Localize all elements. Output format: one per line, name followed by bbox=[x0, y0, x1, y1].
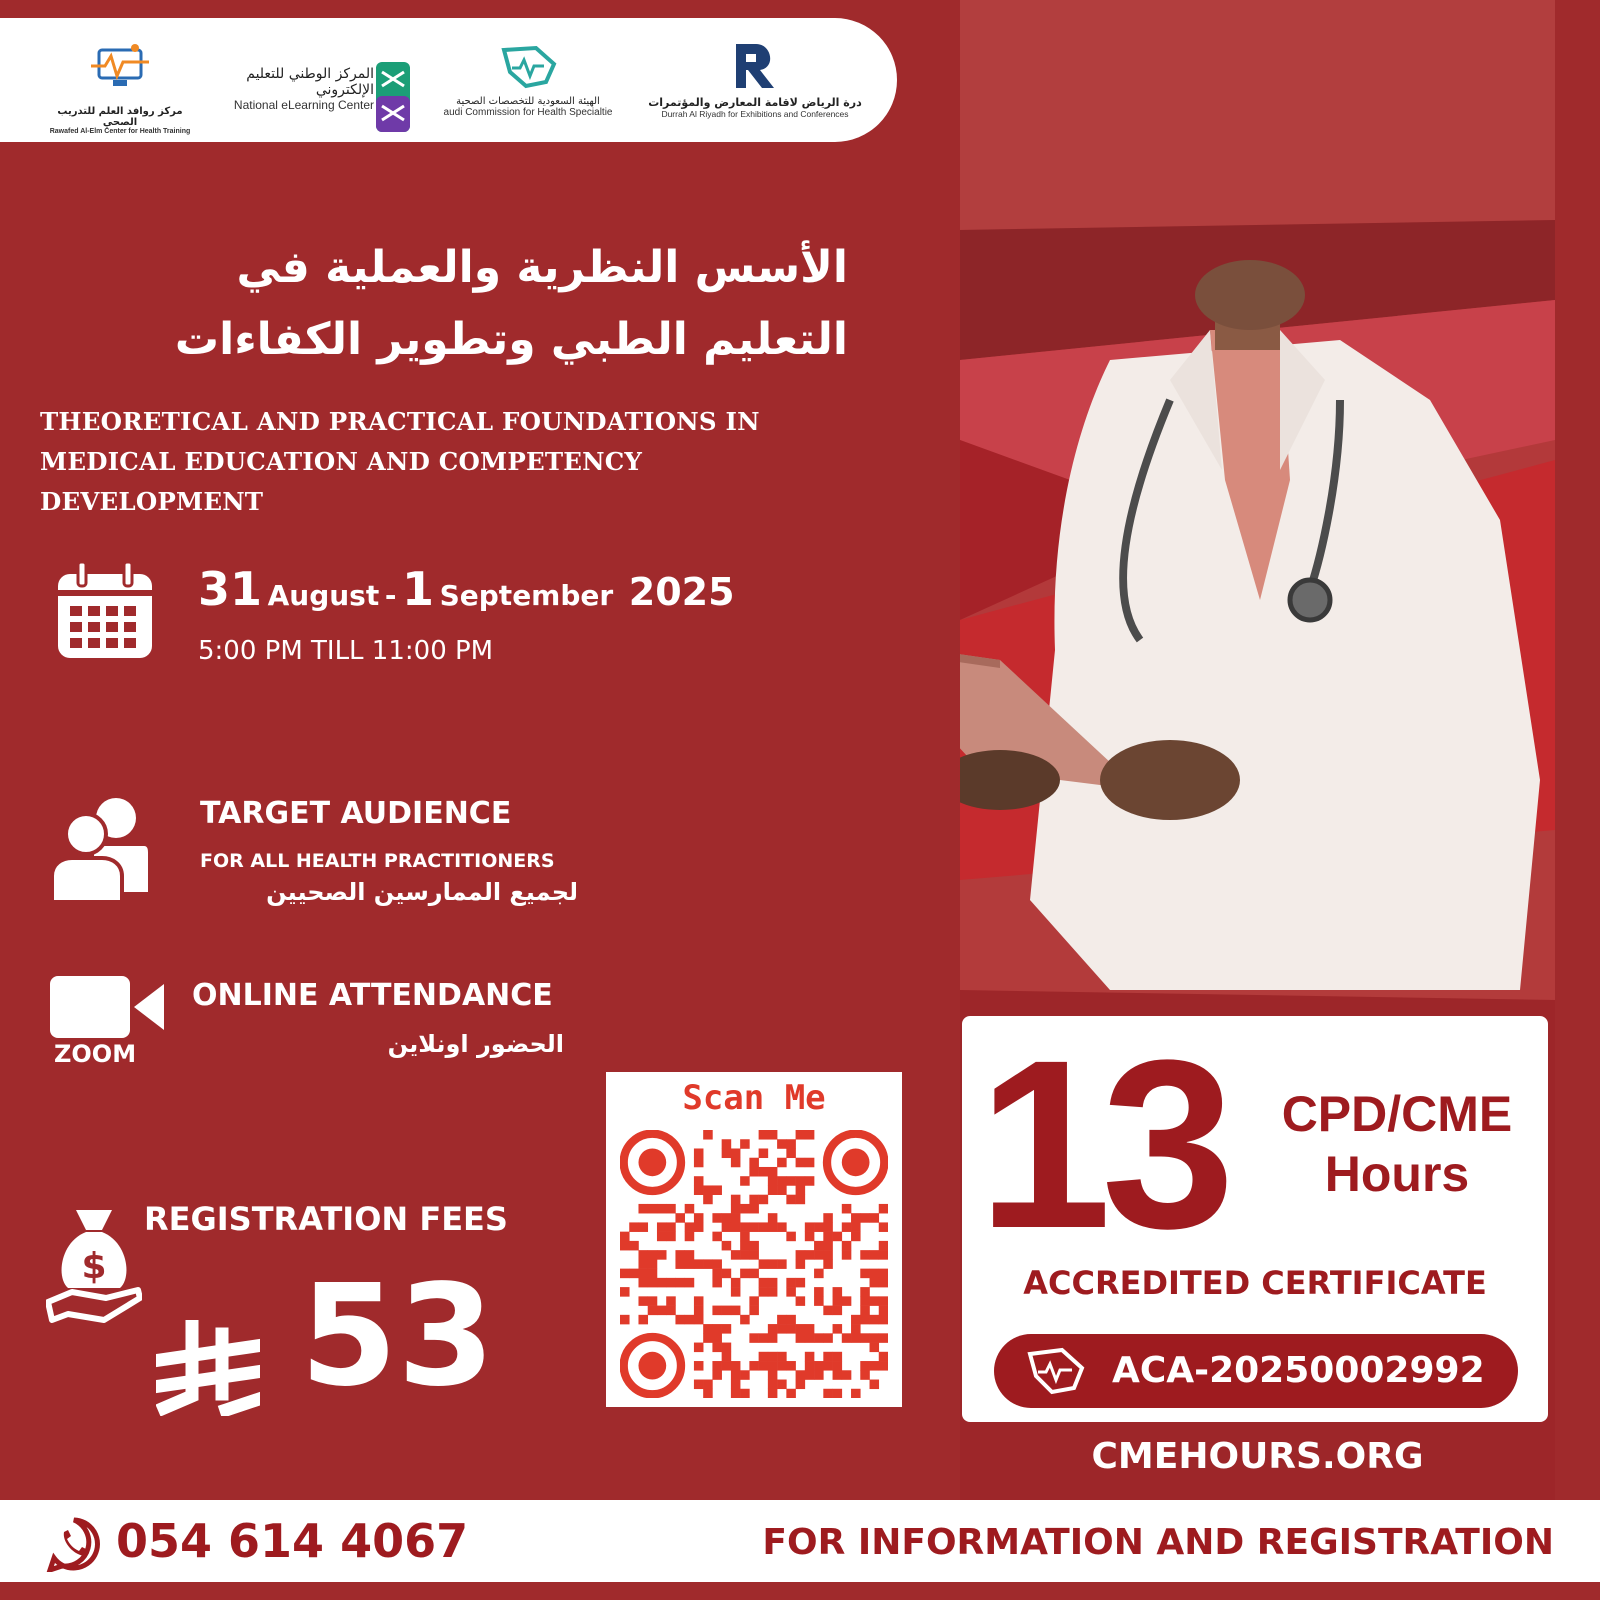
logo-rawafed-ar: مركز روافد العلم للتدريب الصحي bbox=[57, 106, 183, 128]
logo-nelc-en: National eLearning Center bbox=[233, 98, 374, 112]
logo-rawafed bbox=[40, 18, 200, 142]
cme-hours-number: 13 bbox=[978, 1010, 1225, 1278]
logo-scfhs bbox=[438, 18, 618, 142]
title-en-line2: MEDICAL EDUCATION AND COMPETENCY DEVELOPMENT bbox=[40, 447, 643, 516]
calendar-icon bbox=[56, 562, 154, 660]
contact-phone[interactable]: 054 614 4067 bbox=[116, 1514, 469, 1568]
qr-code[interactable] bbox=[620, 1130, 888, 1398]
certificate-card bbox=[962, 1010, 1548, 1422]
title-ar-line2: التعليم الطبي وتطوير الكفاءات bbox=[174, 314, 848, 365]
rawafed-logo-icon bbox=[85, 36, 155, 100]
website-link[interactable]: CMEHOURS.ORG bbox=[1091, 1436, 1424, 1477]
logo-durrah-en: Durrah Al Riyadh for Exhibitions and Conferences bbox=[661, 109, 849, 119]
accreditation-code-pill bbox=[994, 1334, 1518, 1408]
fees-heading: REGISTRATION FEES bbox=[144, 1200, 508, 1238]
scfhs-logo-icon bbox=[496, 42, 560, 92]
logo-scfhs-en: audi Commission for Health Specialtie bbox=[443, 107, 613, 118]
cme-unit-line2: Hours bbox=[1324, 1146, 1470, 1202]
video-camera-icon bbox=[50, 976, 164, 1038]
logo-durrah bbox=[640, 18, 870, 142]
sponsor-logo-bar bbox=[0, 18, 897, 142]
saudi-riyal-icon bbox=[156, 1320, 260, 1416]
svg-text:$: $ bbox=[81, 1246, 107, 1287]
zoom-label: ZOOM bbox=[54, 1040, 137, 1068]
audience-sub-ar: لجميع الممارسين الصحيين bbox=[266, 878, 578, 906]
qr-code-card[interactable] bbox=[606, 1072, 902, 1407]
date-end-day: 1 bbox=[402, 562, 435, 616]
logo-durrah-ar: درة الرياض لاقامة المعارض والمؤتمرات bbox=[648, 96, 862, 109]
fee-amount: 53 bbox=[300, 1255, 495, 1418]
logo-rawafed-en: Rawafed Al-Elm Center for Health Training bbox=[49, 128, 191, 135]
people-icon bbox=[50, 796, 150, 904]
date-year: 2025 bbox=[628, 570, 735, 614]
event-time: 5:00 PM TILL 11:00 PM bbox=[198, 636, 494, 666]
cme-hours-unit bbox=[1252, 1084, 1542, 1204]
attendance-sub-ar: الحضور اونلاين bbox=[387, 1030, 564, 1058]
whatsapp-icon bbox=[46, 1516, 102, 1572]
title-english bbox=[40, 402, 870, 522]
cme-unit-line1: CPD/CME bbox=[1281, 1086, 1513, 1142]
title-arabic bbox=[30, 232, 848, 376]
logo-nelc bbox=[214, 18, 414, 142]
logo-scfhs-ar: الهيئة السعودية للتخصصات الصحية bbox=[456, 96, 600, 107]
scfhs-mark-icon bbox=[1022, 1344, 1090, 1398]
registration-cta: FOR INFORMATION AND REGISTRATION bbox=[762, 1522, 1554, 1563]
accreditation-code: ACA-20250002992 bbox=[1112, 1350, 1485, 1391]
accredited-label: ACCREDITED CERTIFICATE bbox=[1023, 1264, 1487, 1302]
footer-stripe bbox=[0, 1582, 1600, 1600]
date-separator: - bbox=[384, 579, 397, 612]
qr-finder-dot bbox=[842, 1148, 870, 1176]
qr-finder-dot bbox=[638, 1148, 666, 1176]
footer-bar bbox=[0, 1500, 1600, 1600]
logo-nelc-ar: المركز الوطني للتعليم الإلكتروني bbox=[246, 66, 374, 98]
date-start-month: August bbox=[267, 579, 380, 612]
nelc-logo-icon bbox=[376, 62, 410, 132]
date-start-day: 31 bbox=[198, 562, 263, 616]
qr-title: Scan Me bbox=[682, 1078, 826, 1118]
durrah-logo-icon bbox=[730, 40, 780, 92]
qr-finder-dot bbox=[638, 1352, 666, 1380]
title-ar-line1: الأسس النظرية والعملية في bbox=[236, 242, 848, 293]
money-bag-icon bbox=[46, 1206, 142, 1326]
event-date bbox=[198, 562, 735, 616]
title-en-line1: THEORETICAL AND PRACTICAL FOUNDATIONS IN bbox=[40, 407, 760, 436]
audience-heading: TARGET AUDIENCE bbox=[200, 796, 512, 831]
audience-sub-en: FOR ALL HEALTH PRACTITIONERS bbox=[200, 850, 555, 872]
date-end-month: September bbox=[439, 579, 614, 612]
attendance-heading: ONLINE ATTENDANCE bbox=[192, 978, 553, 1013]
